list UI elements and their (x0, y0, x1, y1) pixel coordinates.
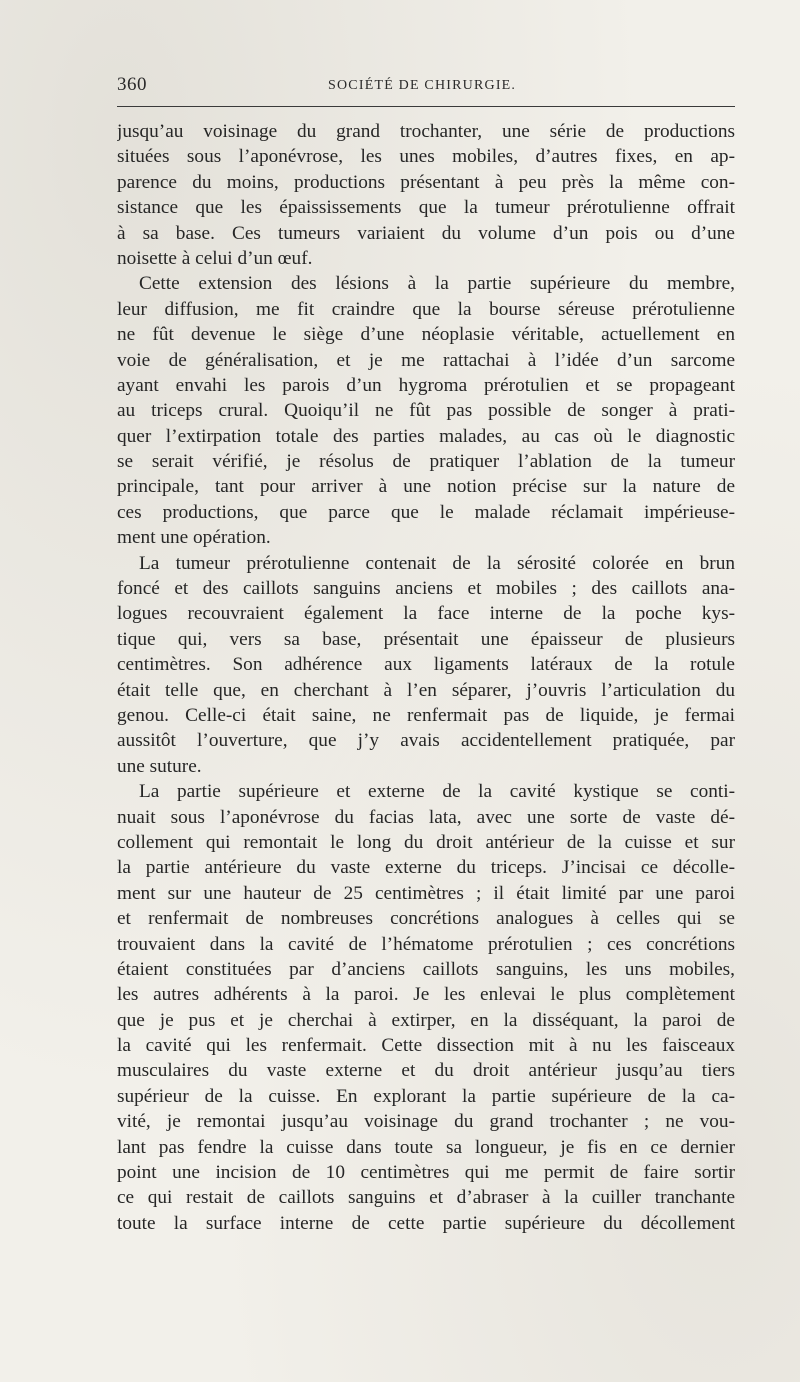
text-line: collement qui remontait le long du droit antérieur de la cuisse et sur (117, 831, 735, 853)
text-line: quer l’extirpation totale des parties malades, au cas où le diagnostic (117, 425, 735, 447)
text-line: la partie antérieure du vaste externe du triceps. J’incisai ce décolle- (117, 857, 735, 879)
text-line: lant pas fendre la cuisse dans toute sa longueur, je fis en ce dernier (117, 1136, 735, 1158)
text-line: centimètres. Son adhérence aux ligaments latéraux de la rotule (117, 654, 735, 676)
text-line: genou. Celle-ci était saine, ne renfermait pas de liquide, je fermai (117, 704, 735, 726)
text-line: à sa base. Ces tumeurs variaient du volume d’un pois ou d’une (117, 222, 735, 244)
text-line: sistance que les épaississements que la tumeur prérotulienne offrait (117, 197, 735, 219)
body-text (117, 119, 735, 1236)
text-line: au triceps crural. Quoiqu’il ne fût pas possible de songer à prati- (117, 400, 735, 422)
text-line: La tumeur prérotulienne contenait de la sérosité colorée en brun (139, 552, 735, 574)
text-line: ne fût devenue le siège d’une néoplasie véritable, actuellement en (117, 324, 735, 346)
text-line: était telle que, en cherchant à l’en séparer, j’ouvris l’articulation du (117, 679, 735, 701)
text-line: logues recouvraient également la face interne de la poche kys- (117, 603, 735, 625)
text-line: ayant envahi les parois d’un hygroma prérotulien et se propageant (117, 374, 735, 396)
text-line: nuait sous l’aponévrose du facias lata, avec une sorte de vaste dé- (117, 806, 735, 828)
text-line: trouvaient dans la cavité de l’hématome prérotulien ; ces concrétions (117, 933, 735, 955)
text-line: noisette à celui d’un œuf. (117, 247, 313, 269)
text-line: la cavité qui les renfermait. Cette dissection mit à nu les faisceaux (117, 1035, 735, 1057)
text-line: situées sous l’aponévrose, les unes mobiles, d’autres fixes, en ap- (117, 146, 735, 168)
text-line: toute la surface interne de cette partie supérieure du décollement (117, 1212, 735, 1234)
text-line: étaient constituées par d’anciens caillots sanguins, les uns mobiles, (117, 958, 735, 980)
text-line: leur diffusion, me fit craindre que la bourse séreuse prérotulienne (117, 298, 735, 320)
text-line: Cette extension des lésions à la partie supérieure du membre, (139, 273, 735, 295)
text-line: foncé et des caillots sanguins anciens et mobiles ; des caillots ana- (117, 578, 735, 600)
text-line: ment sur une hauteur de 25 centimètres ; il était limité par une paroi (117, 882, 735, 904)
text-line: La partie supérieure et externe de la cavité kystique se conti- (139, 781, 735, 803)
text-line: se serait vérifié, je résolus de pratiquer l’ablation de la tumeur (117, 451, 735, 473)
text-line: ment une opération. (117, 527, 271, 549)
text-line: point une incision de 10 centimètres qui me permit de faire sortir (117, 1162, 735, 1184)
text-line: aussitôt l’ouverture, que j’y avais accidentellement pratiquée, par (117, 730, 735, 752)
text-line: ces productions, que parce que le malade réclamait impérieuse- (117, 501, 735, 523)
running-title: SOCIÉTÉ DE CHIRURGIE. (328, 78, 517, 93)
page-number: 360 (117, 74, 147, 95)
text-line: jusqu’au voisinage du grand trochanter, une série de productions (117, 121, 735, 142)
text-line: une suture. (117, 755, 202, 777)
text-line: tique qui, vers sa base, présentait une épaisseur de plusieurs (117, 628, 735, 650)
page-header (117, 72, 737, 102)
text-line: parence du moins, productions présentant à peu près la même con- (117, 171, 735, 193)
text-line: supérieur de la cuisse. En explorant la partie supérieure de la ca- (117, 1085, 735, 1107)
text-line: musculaires du vaste externe et du droit antérieur jusqu’au tiers (117, 1060, 735, 1082)
text-line: voie de généralisation, et je me rattachai à l’idée d’un sarcome (117, 349, 735, 371)
text-line: principale, tant pour arriver à une notion précise sur la nature de (117, 476, 735, 498)
text-line: vité, je remontai jusqu’au voisinage du grand trochanter ; ne vou- (117, 1111, 735, 1133)
text-line: ce qui restait de caillots sanguins et d’abraser à la cuiller tranchante (117, 1187, 735, 1209)
text-line: que je pus et je cherchai à extirper, en la disséquant, la paroi de (117, 1009, 735, 1031)
text-line: les autres adhérents à la paroi. Je les enlevai le plus complètement (117, 984, 735, 1006)
header-rule (117, 106, 735, 107)
text-line: et renfermait de nombreuses concrétions analogues à celles qui se (117, 908, 735, 930)
